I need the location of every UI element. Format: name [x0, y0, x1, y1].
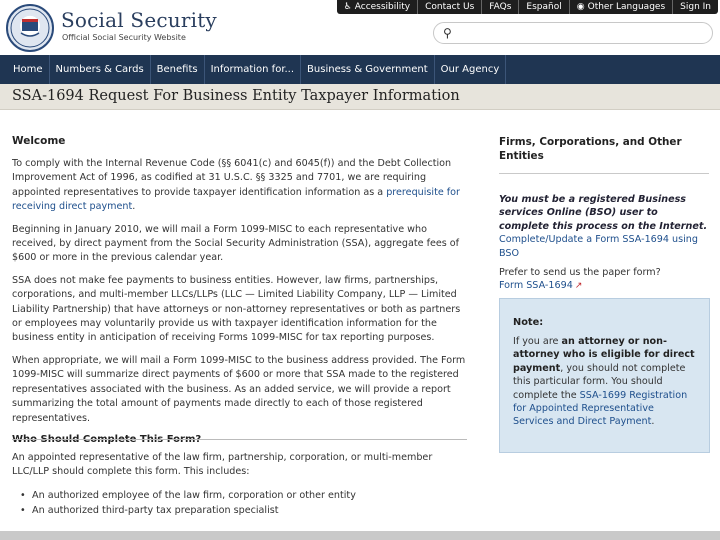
sidebar: [499, 135, 709, 294]
nav-our-agency[interactable]: Our Agency: [435, 55, 507, 84]
espanol-link[interactable]: Español: [518, 0, 568, 14]
page-title-bar: [0, 84, 720, 110]
main-nav: [0, 55, 720, 84]
accessibility-icon: ♿: [343, 2, 352, 12]
sign-in-link[interactable]: Sign In: [672, 0, 718, 14]
ssa-seal-icon[interactable]: [6, 4, 54, 52]
site-title[interactable]: Social Security: [61, 8, 217, 32]
horizontal-scrollbar[interactable]: [0, 531, 720, 540]
faqs-link[interactable]: FAQs: [481, 0, 518, 14]
complete-form-bso-link[interactable]: Complete/Update a Form SSA-1694 using BSO: [499, 234, 698, 259]
seal-graphic: [8, 6, 52, 50]
nav-home[interactable]: Home: [0, 55, 50, 84]
direct-payment-link[interactable]: prerequisite for receiving direct payment: [12, 186, 460, 213]
note-bold: an attorney or non-attorney who is eligible for direct payment: [513, 336, 695, 374]
business-entities-paragraph: SSA does not make fee payments to business entities. However, law firms, partnerships, corporations, and multi-member LLCs/LLPs (LLC — Limited Liability Company, LLP — Limited Liability Partnership) that have attorneys or non-attorney representatives or both as partners or employees may voluntarily provide us with taxpayer identification information for the business entity in anticipation of receiving Forms 1099-MISC for tax reporting purposes.: [12, 274, 461, 344]
site-subtitle: Official Social Security Website: [62, 33, 186, 42]
page-title: SSA-1694 Request For Business Entity Taxpayer Information: [12, 88, 460, 104]
note-intro: If you are: [513, 336, 562, 347]
intro-paragraph: [12, 157, 467, 215]
form-ssa-1694-link[interactable]: [499, 279, 709, 293]
paper-form-prompt: Prefer to send us the paper form?: [499, 267, 661, 279]
bso-requirement-note: You must be a registered Business services Online (BSO) user to complete this process on the Internet.: [499, 194, 708, 232]
utility-bar: [337, 0, 718, 14]
list-item: • An authorized employee of the law firm, corporation or other entity: [12, 488, 467, 503]
nav-information-for[interactable]: Information for...: [205, 55, 301, 84]
nav-benefits[interactable]: Benefits: [151, 55, 205, 84]
welcome-heading: Welcome: [12, 135, 66, 147]
note-text: [513, 335, 697, 429]
search-box[interactable]: [433, 22, 713, 44]
note-middle: , you should not complete this particular form. You should complete the: [513, 362, 686, 401]
mailing-paragraph: Beginning in January 2010, we will mail a Form 1099-MISC to each representative who received, by direct payment from the Social Security Administration (SSA), aggregate fees of $600 or more in the previous calendar year.: [12, 223, 460, 264]
intro-text: To comply with the Internal Revenue Code (§§ 6041(c) and 6045(f)) and the Debt Collection Improvement Act of 1996, as codified at 31 U.S.C. §§ 3325 and 7701, we are requiring appointed representatives to provide taxpayer identification information as a: [12, 158, 452, 198]
main-content: [12, 135, 467, 518]
note-end: .: [651, 416, 655, 428]
who-should-complete-heading: Who Should Complete This Form?: [12, 433, 202, 445]
pdf-icon: ↗: [574, 281, 583, 292]
ssa-1699-link[interactable]: SSA-1699 Registration for Appointed Representative Services and Direct Payment: [513, 389, 688, 428]
accessibility-link[interactable]: [337, 0, 417, 14]
nav-numbers-cards[interactable]: Numbers & Cards: [50, 55, 151, 84]
globe-icon: ◉: [576, 2, 585, 12]
note-title: Note:: [513, 317, 544, 328]
search-icon[interactable]: ⚲: [443, 26, 452, 40]
sidebar-title: Firms, Corporations, and Other Entities: [499, 135, 709, 174]
list-item: • An authorized third-party tax preparation specialist: [12, 503, 467, 518]
other-languages-link[interactable]: [569, 0, 672, 14]
who-should-complete-paragraph: An appointed representative of the law firm, partnership, corporation, or multi-member LLC/LLP should complete this form. This includes:: [12, 451, 433, 478]
contact-us-link[interactable]: Contact Us: [417, 0, 481, 14]
note-box: [499, 298, 710, 453]
accessibility-label: Accessibility: [354, 2, 411, 12]
other-languages-label: Other Languages: [587, 2, 666, 12]
intro-end: .: [132, 201, 136, 213]
appropriate-paragraph: When appropriate, we will mail a Form 1099-MISC to the business address provided. The Form 1099-MISC will summarize direct payments of $600 or more that SSA made to the registered representatives associated with the business. As an added service, we will provide a report summarizing the total amount of payments made directly to each of those registered representatives.: [12, 354, 466, 424]
site-header: [0, 0, 720, 55]
nav-business-government[interactable]: Business & Government: [301, 55, 435, 84]
search-input[interactable]: [460, 25, 708, 41]
form-link-label: Form SSA-1694: [499, 280, 573, 292]
section-divider: [12, 439, 467, 440]
eligible-list: [12, 488, 467, 518]
